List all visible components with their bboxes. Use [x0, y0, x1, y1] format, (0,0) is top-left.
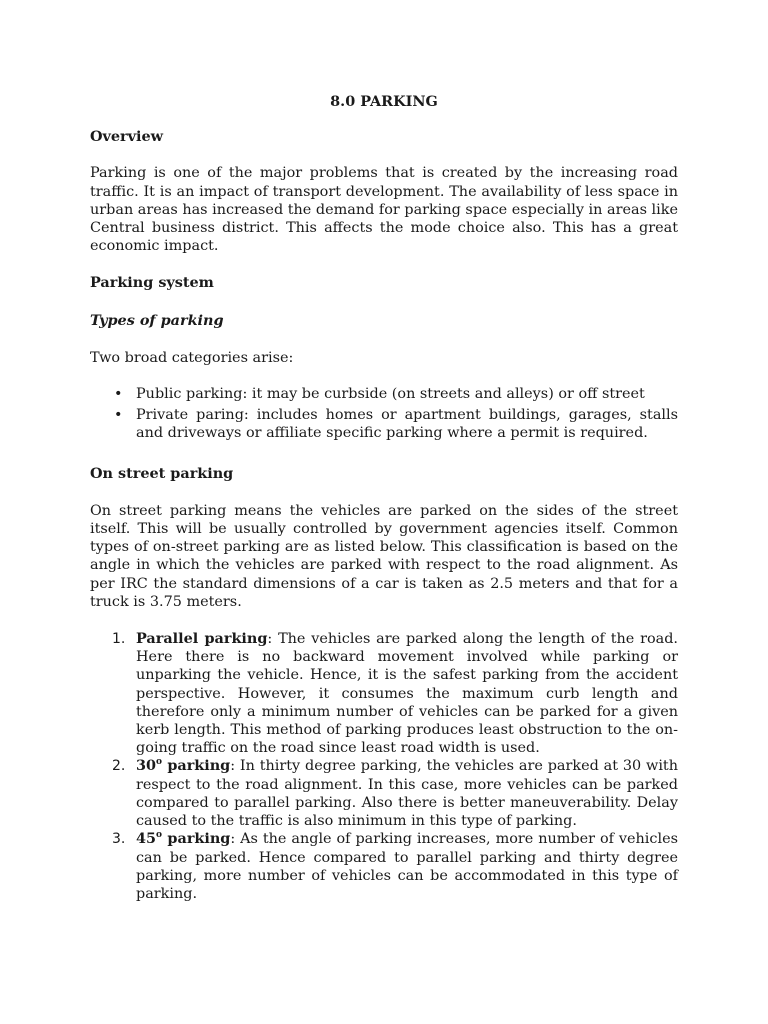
document-body [90, 93, 678, 903]
on-street-parking-heading: On street parking [90, 464, 234, 482]
list-number: 1. [112, 631, 126, 648]
types-of-parking-heading: Types of parking [90, 311, 224, 329]
list-number: 3. [112, 831, 126, 848]
list-item-30-degree-parking [112, 757, 678, 830]
on-street-paragraph: On street parking means the vehicles are parked on the sides of the street itself. This will be usually controlled by government agencies itself. Common types of on-street parking are as listed below. This classification is based on the angle in which the vehicles are parked with respect to the road alignment. As per IRC the standard dimensions of a car is taken as 2.5 meters and that for a truck is 3.75 meters. [90, 502, 678, 610]
item-description: : As the angle of parking increases, more number of vehicles can be parked. Hence compared to parallel parking and thirty degree parking, more number of vehicles can be accommodated in this type of parking. [136, 831, 678, 902]
page-title: 8.0 PARKING [330, 93, 438, 110]
parking-types-list [90, 630, 678, 903]
list-number: 2. [112, 758, 126, 775]
list-item-private-parking: • Private paring: includes homes or apartment buildings, garages, stalls and driveways or affiliate specific parking where a permit is required. [136, 406, 678, 442]
parking-system-heading: Parking system [90, 274, 214, 292]
overview-paragraph: Parking is one of the major problems that is created by the increasing road traffic. It is an impact of transport development. The availability of less space in urban areas has increased the demand for parking space especially in areas like Central business district. This affects the mode choice also. This has a great economic impact. [90, 165, 678, 255]
list-item-parallel-parking [112, 630, 678, 757]
item-term: 30$^o$ parking [136, 757, 231, 775]
overview-heading: Overview [90, 128, 164, 146]
item-term: 45$^o$ parking [136, 830, 231, 848]
parking-categories-list [90, 385, 678, 443]
item-description: : The vehicles are parked along the length of the road. Here there is no backward movement involved while parking or unparking the vehicle. Hence, it is the safest parking from the accident perspective. However, it consumes the maximum curb length and therefore only a minimum number of vehicles can be parked for a given kerb length. This method of parking produces least obstruction to the on-going traffic on the road since least road width is used. [136, 631, 678, 757]
item-description: : In thirty degree parking, the vehicles are parked at 30 with respect to the road alignment. In this case, more vehicles can be parked compared to parallel parking. Also there is better maneuverability. Delay caused to the traffic is also minimum in this type of parking. [136, 758, 678, 830]
item-term: Parallel parking [136, 630, 268, 648]
list-item-public-parking: • Public parking: it may be curbside (on streets and alleys) or off street [136, 385, 678, 403]
categories-intro: Two broad categories arise: [90, 349, 294, 366]
list-item-45-degree-parking [112, 830, 678, 903]
